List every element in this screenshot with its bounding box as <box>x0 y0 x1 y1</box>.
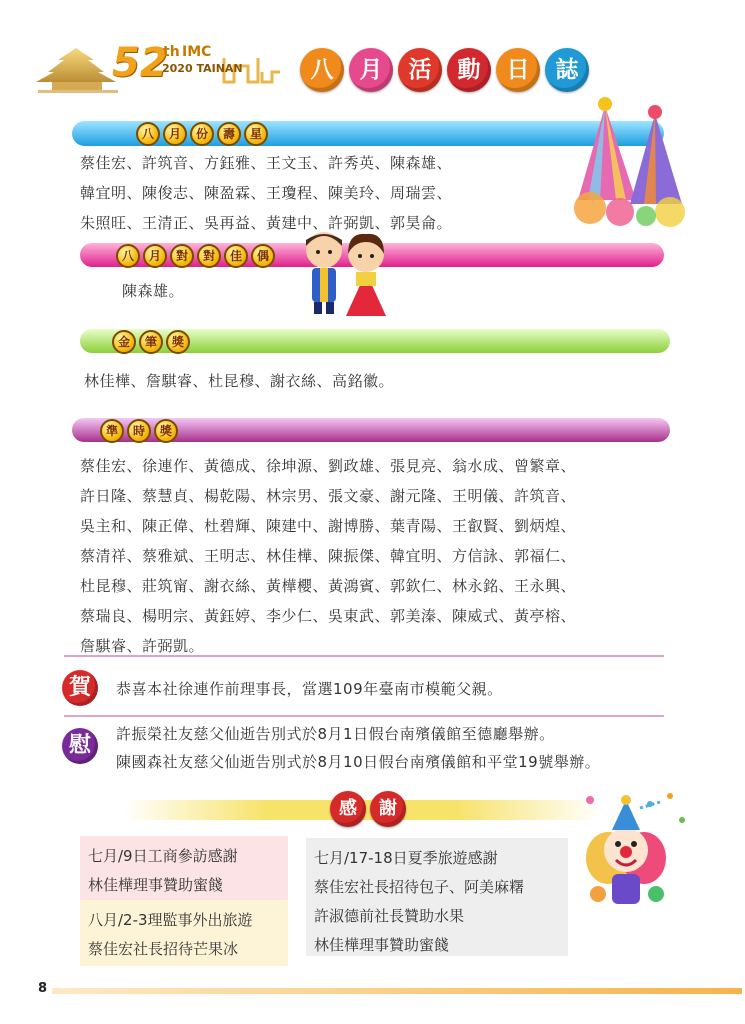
footer-bar <box>52 988 742 994</box>
condolence-list <box>116 720 600 776</box>
title-char: 獎 <box>166 330 190 354</box>
gold-section-title <box>112 330 190 354</box>
title-char: 感 <box>330 791 366 827</box>
condolence-line: 陳國森社友慈父仙逝告別式於8月10日假台南殯儀館和平堂19號舉辦。 <box>116 753 601 771</box>
title-char: 謝 <box>370 791 406 827</box>
title-char: 偶 <box>251 244 275 268</box>
title-char: 月 <box>349 48 393 92</box>
thanks-line: 林佳樺理事贊助蜜餞 <box>88 876 224 894</box>
thanks-box <box>80 836 288 902</box>
logo-city: 2020 TAINAN <box>162 62 243 75</box>
couple-section-title <box>116 244 275 268</box>
page-number: 8 <box>38 981 48 996</box>
name-line: 蔡佳宏、徐連作、黃德成、徐坤源、劉政雄、張見亮、翁水成、曾繁章、 <box>80 457 577 475</box>
attendance-section-title <box>100 419 178 443</box>
name-line: 吳主和、陳正偉、杜碧輝、陳建中、謝博勝、葉青陽、王叡賢、劉炳煌、 <box>80 517 577 535</box>
logo-suffix: th <box>163 44 180 60</box>
congrats-badge: 賀 <box>62 670 98 706</box>
title-char: 對 <box>170 244 194 268</box>
title-char: 動 <box>447 48 491 92</box>
divider <box>64 655 664 657</box>
title-char: 誌 <box>545 48 589 92</box>
title-char: 份 <box>190 122 214 146</box>
name-line: 蔡瑞良、楊明宗、黃鈺婷、李少仁、吳東武、郭美溱、陳威式、黃亭榕、 <box>80 607 577 625</box>
name-line: 蔡佳宏、許筑音、方鈺雅、王文玉、許秀英、陳森雄、 <box>80 154 453 172</box>
title-char: 八 <box>116 244 140 268</box>
title-char: 月 <box>143 244 167 268</box>
title-char: 金 <box>112 330 136 354</box>
congrats-text: 恭喜本社徐連作前理事長，當選109年臺南市模範父親。 <box>116 680 503 698</box>
imc-logo <box>34 38 296 96</box>
thanks-line: 七月/17-18日夏季旅遊感謝 <box>314 849 498 867</box>
thanks-line: 八月/2-3理監事外出旅遊 <box>88 911 253 929</box>
gold-list <box>84 366 394 396</box>
thanks-line: 許淑德前社長贊助水果 <box>314 907 465 925</box>
party-hat-icon <box>560 92 710 232</box>
birthday-list <box>80 148 452 238</box>
title-char: 日 <box>496 48 540 92</box>
title-char: 獎 <box>154 419 178 443</box>
thanks-box <box>306 838 568 956</box>
title-char: 月 <box>163 122 187 146</box>
name-line: 蔡清祥、蔡雅斌、王明志、林佳樺、陳振傑、韓宜明、方信詠、郭福仁、 <box>80 547 577 565</box>
thanks-line: 蔡佳宏社長招待包子、阿美麻糬 <box>314 878 525 896</box>
name-line: 詹騏睿、許弼凱。 <box>80 637 205 655</box>
attendance-list <box>80 451 576 661</box>
name-line: 陳森雄。 <box>122 282 185 300</box>
title-char: 壽 <box>217 122 241 146</box>
title-char: 對 <box>197 244 221 268</box>
couple-illustration-icon <box>296 228 396 320</box>
thanks-line: 林佳樺理事贊助蜜餞 <box>314 936 450 954</box>
thanks-box <box>80 900 288 966</box>
title-char: 八 <box>136 122 160 146</box>
title-char: 星 <box>244 122 268 146</box>
name-line: 杜昆穆、莊筑甯、謝衣絲、黃樺櫻、黃鴻賓、郭欽仁、林永銘、王永興、 <box>80 577 577 595</box>
title-char: 筆 <box>139 330 163 354</box>
condolence-badge: 慰 <box>62 728 98 764</box>
name-line: 許日隆、蔡慧貞、楊乾陽、林宗男、張文豪、謝元隆、王明儀、許筑音、 <box>80 487 577 505</box>
title-char: 八 <box>300 48 344 92</box>
title-char: 時 <box>127 419 151 443</box>
clown-illustration-icon <box>570 790 695 920</box>
logo-number: 52 <box>112 40 168 86</box>
name-line: 林佳樺、詹騏睿、杜昆穆、謝衣絲、高銘徽。 <box>84 372 395 390</box>
thanks-line: 七月/9日工商參訪感謝 <box>88 847 238 865</box>
divider <box>64 715 664 717</box>
logo-imc: IMC <box>182 44 212 60</box>
title-char: 佳 <box>224 244 248 268</box>
title-char: 活 <box>398 48 442 92</box>
name-line: 朱照旺、王清正、吳再益、黃建中、許弼凱、郭昊侖。 <box>80 214 453 232</box>
title-char: 準 <box>100 419 124 443</box>
birthday-section-title <box>136 122 268 146</box>
condolence-line: 許振榮社友慈父仙逝告別式於8月1日假台南殯儀館至德廳舉辦。 <box>116 725 555 743</box>
name-line: 韓宜明、陳俊志、陳盈霖、王瓊程、陳美玲、周瑞雲、 <box>80 184 453 202</box>
thanks-line: 蔡佳宏社長招待芒果冰 <box>88 940 239 958</box>
couple-list <box>122 276 184 306</box>
